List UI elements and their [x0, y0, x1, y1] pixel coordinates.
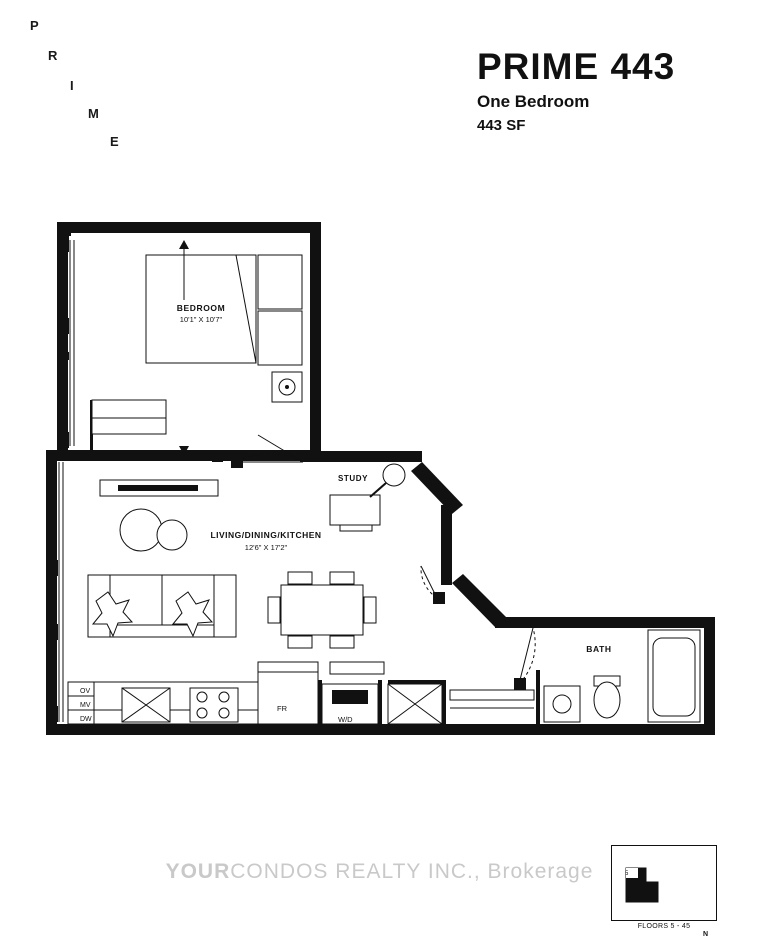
watermark-brokerage: Brokerage: [487, 860, 594, 883]
room-dims-living: 12'6" X 17'2": [244, 543, 288, 552]
room-label-bedroom: BEDROOM: [176, 303, 226, 313]
room-label-living: LIVING/DINING/KITCHEN: [210, 530, 322, 540]
room-label-bath: BATH: [586, 644, 612, 654]
room-label-study: STUDY: [337, 474, 369, 483]
key-plan-shape: [612, 846, 718, 922]
logo-letter: R: [48, 48, 59, 63]
appliance-label-mv: MV: [80, 702, 91, 709]
key-plan-box: [611, 845, 717, 921]
page-title: PRIME 443: [477, 46, 676, 87]
watermark-brand: YOUR: [165, 860, 231, 883]
logo-letter: I: [70, 78, 75, 93]
unit-area-label: 443 SF: [477, 116, 526, 134]
unit-type-label: One Bedroom: [477, 91, 590, 111]
logo-letter: P: [30, 18, 40, 33]
laundry-and-closets: [322, 684, 534, 724]
key-plan-unit-tag: 5: [625, 871, 629, 877]
bedroom-furniture: [92, 240, 302, 455]
logo-letter: E: [110, 134, 120, 149]
appliance-label-wd: W/D: [338, 715, 353, 724]
key-plan: [611, 845, 719, 938]
logo-letter: M: [88, 106, 100, 121]
room-dims-bedroom: 10'1" X 10'7": [179, 315, 223, 324]
north-indicator: N: [703, 931, 709, 938]
bath-fixtures: [514, 628, 700, 722]
appliance-label-ov: OV: [80, 688, 91, 695]
appliance-label-dw: DW: [80, 716, 92, 723]
key-plan-floors-label: FLOORS 5 - 45: [637, 923, 691, 930]
appliance-label-fr: FR: [277, 704, 287, 713]
watermark-company: CONDOS REALTY INC.,: [230, 860, 488, 883]
